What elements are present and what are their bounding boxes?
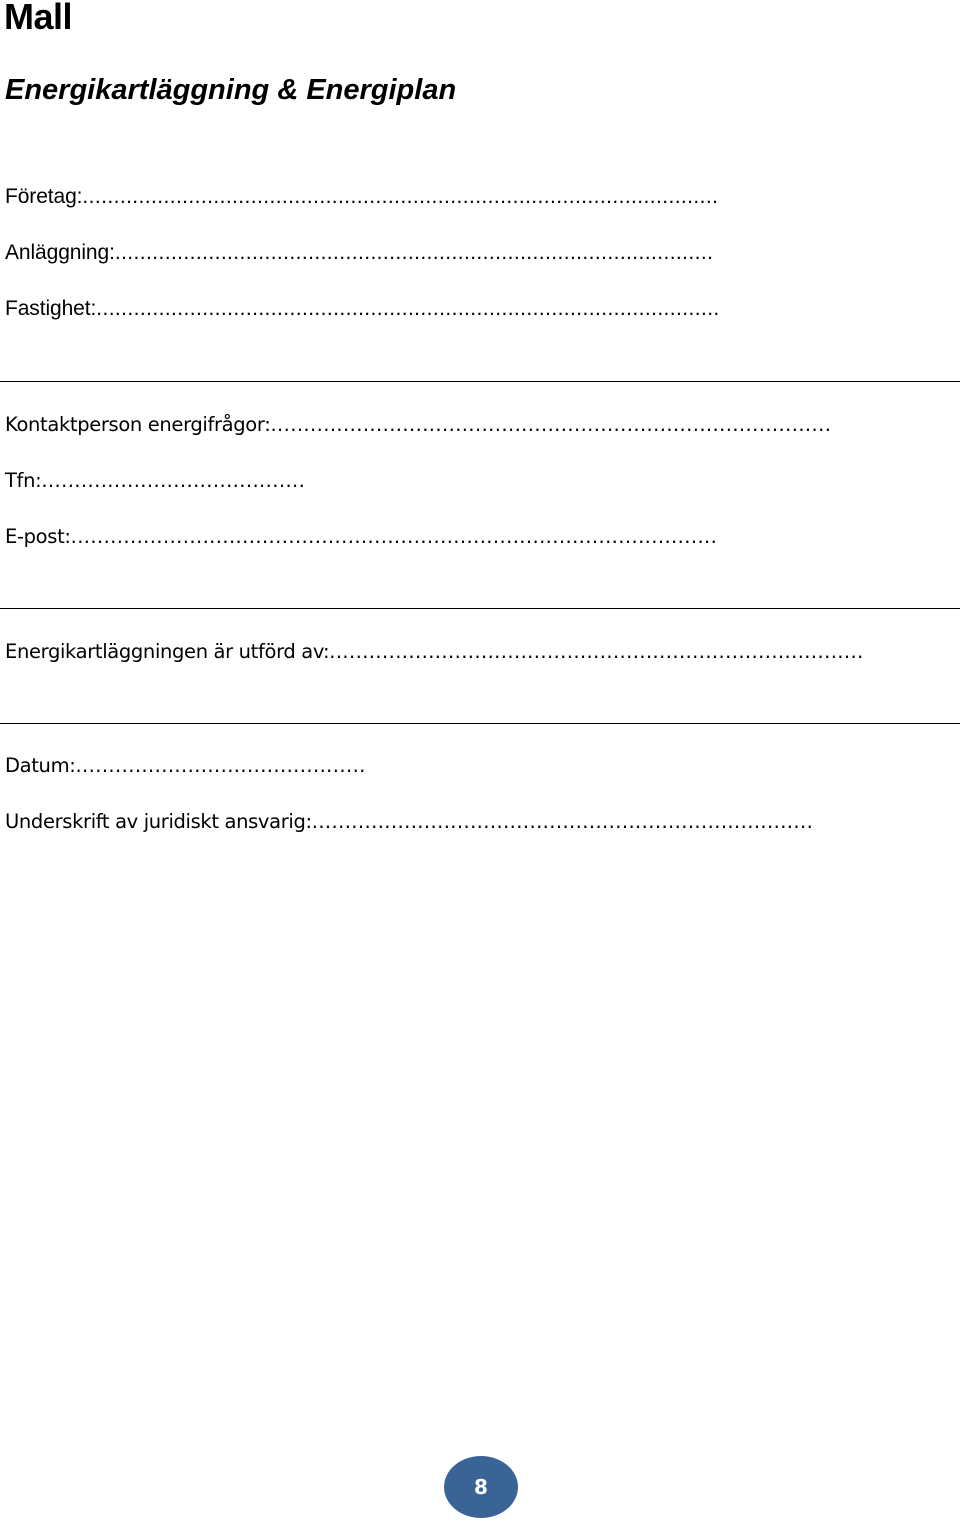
facility-field[interactable] xyxy=(5,240,713,266)
section-divider xyxy=(0,608,960,609)
property-field[interactable] xyxy=(5,296,720,322)
contact-person-fill-line[interactable]: ..................................................................................... xyxy=(270,413,832,436)
company-fill-line[interactable]: ...................................................................................................... xyxy=(82,185,719,208)
page-number-badge: 8 xyxy=(444,1456,518,1518)
performed-by-field[interactable] xyxy=(5,639,864,665)
phone-label: Tfn: xyxy=(5,469,42,492)
email-label: E-post: xyxy=(5,525,71,548)
email-field[interactable] xyxy=(5,524,717,550)
performed-by-label: Energikartläggningen är utförd av: xyxy=(5,640,330,663)
date-label: Datum: xyxy=(5,754,76,777)
property-fill-line[interactable]: .................................................................................................... xyxy=(96,297,720,320)
document-subtitle: Energikartläggning & Energiplan xyxy=(5,74,457,106)
company-field[interactable] xyxy=(5,184,718,210)
signature-fill-line[interactable]: ............................................................................ xyxy=(311,810,814,833)
facility-label: Anläggning: xyxy=(5,241,115,264)
document-title: Mall xyxy=(4,0,73,37)
phone-fill-line[interactable]: ........................................ xyxy=(41,469,306,492)
signature-label: Underskrift av juridiskt ansvarig: xyxy=(5,810,312,833)
date-field[interactable] xyxy=(5,753,366,779)
phone-field[interactable] xyxy=(5,468,305,494)
performed-by-fill-line[interactable]: ................................................................................. xyxy=(329,640,864,663)
email-fill-line[interactable]: .................................................................................................. xyxy=(70,525,718,548)
property-label: Fastighet: xyxy=(5,297,97,320)
contact-person-field[interactable] xyxy=(5,412,831,438)
company-label: Företag: xyxy=(5,185,83,208)
section-divider xyxy=(0,381,960,382)
facility-fill-line[interactable]: ................................................................................................ xyxy=(114,241,714,264)
date-fill-line[interactable]: ............................................ xyxy=(75,754,366,777)
section-divider xyxy=(0,723,960,724)
signature-field[interactable] xyxy=(5,809,813,835)
contact-person-label: Kontaktperson energifrågor: xyxy=(5,413,271,436)
